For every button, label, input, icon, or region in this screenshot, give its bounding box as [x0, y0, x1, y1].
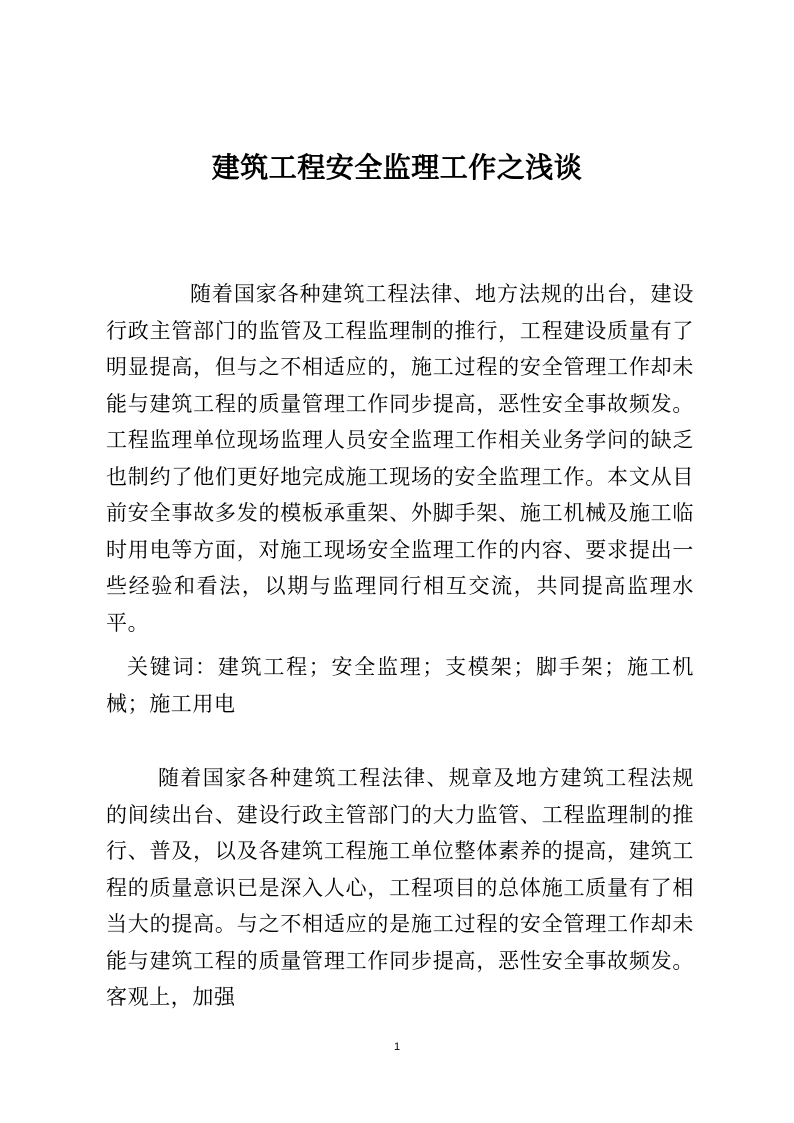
body-paragraph: 随着国家各种建筑工程法律、规章及地方建筑工程法规的间续出台、建设行政主管部门的大力监管、工程监理制的推行、普及，以及各建筑工程施工单位整体素养的提高，建筑工程的质量意识已是深入人心，工程项目的总体施工质量有了相当大的提高。与之不相适应的是施工过程的安全管理工作却未能与建筑工程的质量管理工作同步提高，恶性安全事故频发。客观上，加强: [106, 766, 694, 1009]
abstract-paragraph: 随着国家各种建筑工程法律、地方法规的出台，建设行政主管部门的监管及工程监理制的推行，工程建设质量有了明显提高，但与之不相适应的，施工过程的安全管理工作却未能与建筑工程的质量管理工作同步提高，恶性安全事故频发。工程监理单位现场监理人员安全监理工作相关业务学问的缺乏也制约了他们更好地完成施工现场的安全监理工作。本文从目前安全事故多发的模板承重架、外脚手架、施工机械及施工临时用电等方面，对施工现场安全监理工作的内容、要求提出一些经验和看法，以期与监理同行相互交流，共同提高监理水平。: [106, 282, 694, 635]
keywords-paragraph: 关键词：建筑工程；安全监理；支模架；脚手架；施工机械；施工用电: [106, 655, 694, 716]
document-title: 建筑工程安全监理工作之浅谈: [211, 151, 583, 184]
page-number: 1: [393, 1041, 401, 1053]
